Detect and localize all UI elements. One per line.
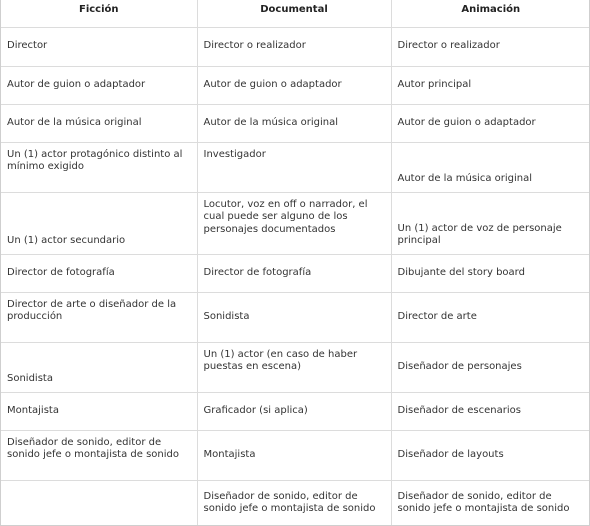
- credits-table: [1, 0, 590, 526]
- table-row: [1, 480, 590, 526]
- table-row: [1, 292, 590, 342]
- cell-documental: Graficador (si aplica): [197, 392, 391, 430]
- cell-documental: Montajista: [197, 430, 391, 480]
- cell-animacion: Director de arte: [391, 292, 590, 342]
- table-row: [1, 142, 590, 192]
- cell-animacion: Diseñador de personajes: [391, 342, 590, 392]
- cell-animacion: Diseñador de escenarios: [391, 392, 590, 430]
- cell-animacion: Autor de la música original: [391, 142, 590, 192]
- cell-ficcion: Autor de guion o adaptador: [1, 66, 197, 104]
- cell-ficcion: Director: [1, 27, 197, 66]
- cell-ficcion: Diseñador de sonido, editor de sonido jefe o montajista de sonido: [1, 430, 197, 480]
- cell-animacion: Diseñador de layouts: [391, 430, 590, 480]
- cell-ficcion: Un (1) actor secundario: [1, 192, 197, 254]
- cell-animacion: Director o realizador: [391, 27, 590, 66]
- cell-ficcion: Montajista: [1, 392, 197, 430]
- cell-ficcion: Un (1) actor protagónico distinto al mínimo exigido: [1, 142, 197, 192]
- table-row: [1, 342, 590, 392]
- cell-ficcion: Sonidista: [1, 342, 197, 392]
- table-row: [1, 254, 590, 292]
- cell-animacion: Un (1) actor de voz de personaje principal: [391, 192, 590, 254]
- cell-documental: Un (1) actor (en caso de haber puestas en escena): [197, 342, 391, 392]
- header-animacion: Animación: [391, 0, 590, 27]
- table-row: [1, 392, 590, 430]
- cell-ficcion: Director de fotografía: [1, 254, 197, 292]
- header-documental: Documental: [197, 0, 391, 27]
- cell-animacion: Autor principal: [391, 66, 590, 104]
- cell-documental: Director o realizador: [197, 27, 391, 66]
- cell-animacion: Dibujante del story board: [391, 254, 590, 292]
- cell-ficcion: Director de arte o diseñador de la producción: [1, 292, 197, 342]
- cell-documental: Sonidista: [197, 292, 391, 342]
- table-header-row: [1, 0, 590, 27]
- table-row: [1, 192, 590, 254]
- table-row: [1, 430, 590, 480]
- table-row: [1, 104, 590, 142]
- table-row: [1, 66, 590, 104]
- table-row: [1, 27, 590, 66]
- cell-documental: Diseñador de sonido, editor de sonido jefe o montajista de sonido: [197, 480, 391, 526]
- cell-ficcion: [1, 480, 197, 526]
- cell-ficcion: Autor de la música original: [1, 104, 197, 142]
- cell-documental: Autor de guion o adaptador: [197, 66, 391, 104]
- cell-documental: Investigador: [197, 142, 391, 192]
- cell-animacion: Autor de guion o adaptador: [391, 104, 590, 142]
- cell-documental: Locutor, voz en off o narrador, el cual puede ser alguno de los personajes documentados: [197, 192, 391, 254]
- cell-animacion: Diseñador de sonido, editor de sonido jefe o montajista de sonido: [391, 480, 590, 526]
- header-ficcion: Ficción: [1, 0, 197, 27]
- cell-documental: Autor de la música original: [197, 104, 391, 142]
- cell-documental: Director de fotografía: [197, 254, 391, 292]
